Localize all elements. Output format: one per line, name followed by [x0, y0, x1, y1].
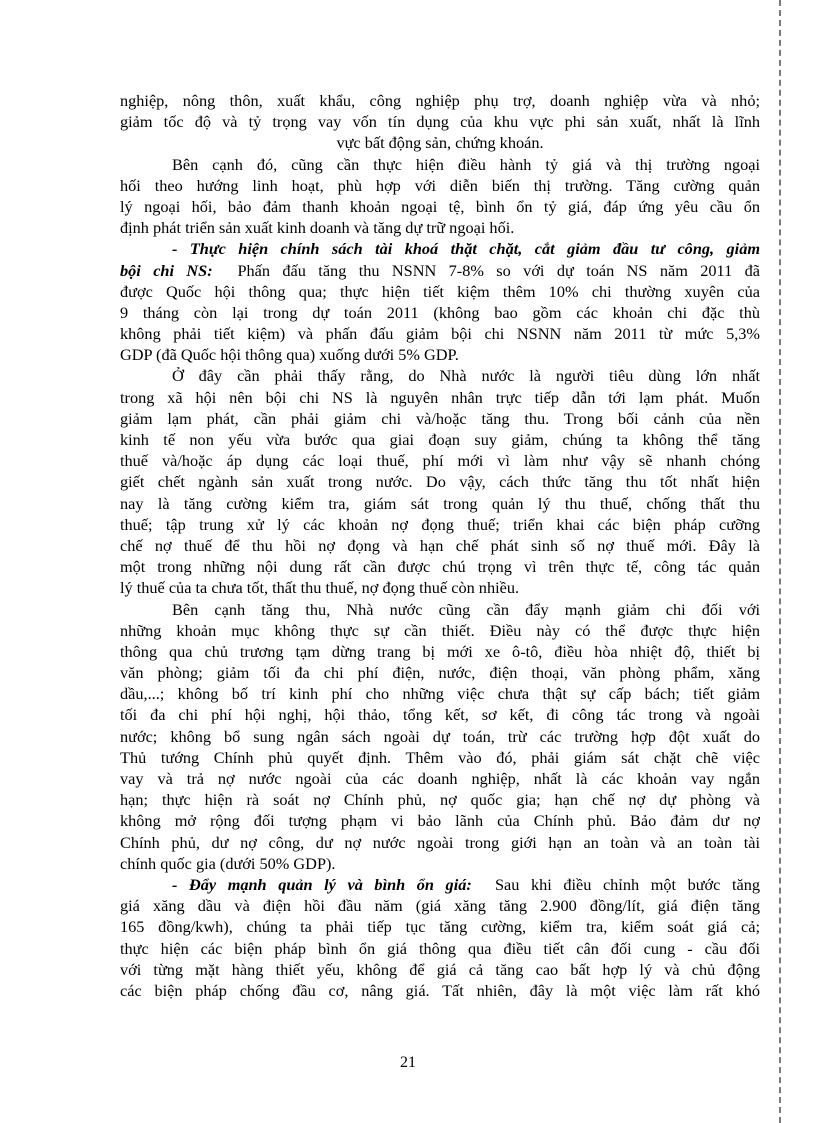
text-line [120, 916, 760, 937]
text-line [120, 980, 760, 1001]
line-text: định phát triển sản xuất kinh doanh và tăng dự trữ ngoại hối. [120, 218, 515, 238]
line-text: giảm tốc độ và tỷ trọng vay vốn tín dụng của khu vực phi sản xuất, nhất là lĩnh [120, 112, 760, 132]
line-text: không mở rộng đối tượng phạm vi bảo lãnh của Chính phủ. Bảo đảm dư nợ [120, 811, 760, 831]
text-line [120, 302, 760, 323]
text-line [120, 238, 760, 259]
line-text: văn phòng; giảm tối đa chi phí điện, nước, điện thoại, văn phòng phẩm, xăng [120, 663, 760, 683]
text-line [120, 387, 760, 408]
text-line [120, 577, 760, 598]
line-text: không phải tiết kiệm) và phấn đấu giảm bội chi NSNN năm 2011 từ mức 5,3% [120, 324, 760, 344]
text-line [120, 344, 760, 365]
text-line [120, 768, 760, 789]
text-line [120, 556, 760, 577]
line-text: được Quốc hội thông qua; thực hiện tiết kiệm thêm 10% chi thường xuyên của [120, 281, 760, 301]
text-line [120, 175, 760, 196]
text-line [120, 471, 760, 492]
text-line [120, 747, 760, 768]
line-text: những khoản mục không thực sự cần thiết. Điều này có thể được thực hiện [120, 620, 760, 640]
text-line [120, 154, 760, 175]
text-line [120, 599, 760, 620]
text-line [120, 132, 760, 153]
line-text: giết chết ngành sản xuất trong nước. Do vậy, cách thức tăng thu tốt nhất hiện [120, 472, 760, 492]
line-text: các biện pháp chống đầu cơ, nâng giá. Tất nhiên, đây là một việc làm rất khó [120, 980, 760, 1000]
line-text: Thủ tướng Chính phủ quyết định. Thêm vào đó, phải giám sát chặt chẽ việc [120, 747, 760, 767]
text-line [120, 620, 760, 641]
text-line [120, 281, 760, 302]
line-text: thông qua chủ trương tạm dừng trang bị mới xe ô-tô, điều hòa nhiệt độ, thiết bị [120, 641, 760, 661]
line-text: nước; không bổ sung ngân sách ngoài dự toán, trừ các trường hợp đột xuất do [120, 726, 760, 746]
line-text: 165 đồng/kwh), chúng ta phải tiếp tục tăng cường, kiểm tra, kiểm soát giá cả; [120, 917, 760, 937]
line-text: dầu,...; không bố trí kinh phí cho những việc chưa thật sự cấp bách; tiết giảm [120, 684, 760, 704]
line-text: vực bất động sản, chứng khoán. [336, 133, 544, 153]
text-line [120, 323, 760, 344]
line-text: 9 tháng còn lại trong dự toán 2011 (không bao gồm các khoản chi đặc thù [120, 302, 760, 322]
line-text: chính quốc gia (dưới 50% GDP). [120, 853, 336, 873]
line-text: giá xăng dầu và điện hồi đầu năm (giá xăng tăng 2.900 đồng/lít, giá điện tăng [120, 896, 760, 916]
text-line [120, 90, 760, 111]
text-line [120, 450, 760, 471]
line-text: Chính phủ, dư nợ công, dư nợ nước ngoài trong giới hạn an toàn và an toàn tài [120, 832, 760, 852]
text-line [120, 662, 760, 683]
text-line [120, 726, 760, 747]
line-text: GDP (đã Quốc hội thông qua) xuống dưới 5% GDP. [120, 345, 459, 365]
line-text: nghiệp, nông thôn, xuất khẩu, công nghiệp phụ trợ, doanh nghiệp vừa và nhỏ; [120, 91, 760, 110]
line-text: thực hiện các biện pháp bình ổn giá thông qua điều tiết cân đối cung - cầu đối [120, 938, 760, 958]
line-text: chế nợ thuế để thu hồi nợ đọng và hạn chế phát sinh số nợ thuế mới. Đây là [120, 535, 760, 555]
line-text: Bên cạnh tăng thu, Nhà nước cũng cần đẩy mạnh giảm chi đối với [172, 599, 760, 619]
line-text: nay là tăng cường kiểm tra, giám sát trong quản lý thu thuế, chống thất thu [120, 493, 760, 513]
line-text: thuế và/hoặc áp dụng các loại thuế, phí mới vì làm như vậy sẽ nhanh chóng [120, 451, 760, 471]
page-edge-line [779, 0, 781, 1123]
text-line [120, 853, 760, 874]
line-text: thuế; tập trung xử lý các khoản nợ đọng thuế; triển khai các biện pháp cưỡng [120, 514, 760, 534]
line-text: với từng mặt hàng thiết yếu, không để giá cả tăng cao bất hợp lý và chủ động [120, 959, 760, 979]
text-line [120, 493, 760, 514]
text-line [120, 704, 760, 725]
text-line [120, 895, 760, 916]
line-text: tối đa chi phí hội nghị, hội thảo, tổng kết, sơ kết, đi công tác trong và ngoài [120, 705, 760, 725]
text-line [120, 514, 760, 535]
text-line [120, 641, 760, 662]
text-line [120, 111, 760, 132]
text-line [120, 429, 760, 450]
line-text: Bên cạnh đó, cũng cần thực hiện điều hành tỷ giá và thị trường ngoại [172, 154, 760, 174]
line-text: kinh tế non yếu vừa bước qua giai đoạn suy giảm, chúng ta không thể tăng [120, 430, 760, 449]
line-text: hạn; thực hiện rà soát nợ Chính phủ, nợ quốc gia; hạn chế nợ dự phòng và [120, 790, 760, 810]
text-line [120, 196, 760, 217]
line-text: vay và trả nợ nước ngoài của các doanh nghiệp, nhất là các khoản vay ngắn [120, 769, 760, 788]
text-line [120, 365, 760, 386]
text-line [120, 810, 760, 831]
line-text: lý thuế của ta chưa tốt, thất thu thuế, nợ đọng thuế còn nhiều. [120, 578, 520, 598]
section-heading: - Thực hiện chính sách tài khoá thặt chặt, cắt giảm đầu tư công, giảm [172, 239, 760, 259]
line-text: hối theo hướng linh hoạt, phù hợp với diễn biến thị trường. Tăng cường quản [120, 175, 760, 195]
text-line [120, 535, 760, 556]
line-text: một trong những nội dung rất cần được chú trọng vì trên thực tế, công tác quản [120, 557, 760, 577]
text-line [120, 789, 760, 810]
line-text: lý ngoại hối, bảo đảm thanh khoản ngoại tệ, bình ổn tỷ giá, đáp ứng yêu cầu ổn [120, 196, 760, 216]
line-text: Sau khi điều chỉnh một bước tăng [494, 874, 760, 894]
text-line [120, 938, 760, 959]
line-text: giảm lạm phát, cần phải giảm chi và/hoặc tăng thu. Trong bối cảnh của nền [120, 408, 760, 428]
line-text: trong xã hội nên bội chi NS là nguyên nhân trực tiếp dẫn tới lạm phát. Muốn [120, 387, 760, 407]
text-line [120, 408, 760, 429]
line-text: Phấn đấu tăng thu NSNN 7-8% so với dự toán NS năm 2011 đã [237, 260, 760, 280]
text-line [120, 832, 760, 853]
section-heading: - Đẩy mạnh quản lý và bình ổn giá: [172, 874, 472, 894]
body-text [120, 90, 760, 1001]
line-text: Ở đây cần phải thấy rằng, do Nhà nước là người tiêu dùng lớn nhất [172, 366, 760, 386]
text-line [120, 874, 760, 895]
text-line [120, 959, 760, 980]
page-number: 21 [400, 1054, 416, 1071]
text-line [120, 683, 760, 704]
section-heading: bội chi NS: [120, 260, 213, 280]
text-line [120, 260, 760, 281]
text-line [120, 217, 760, 238]
